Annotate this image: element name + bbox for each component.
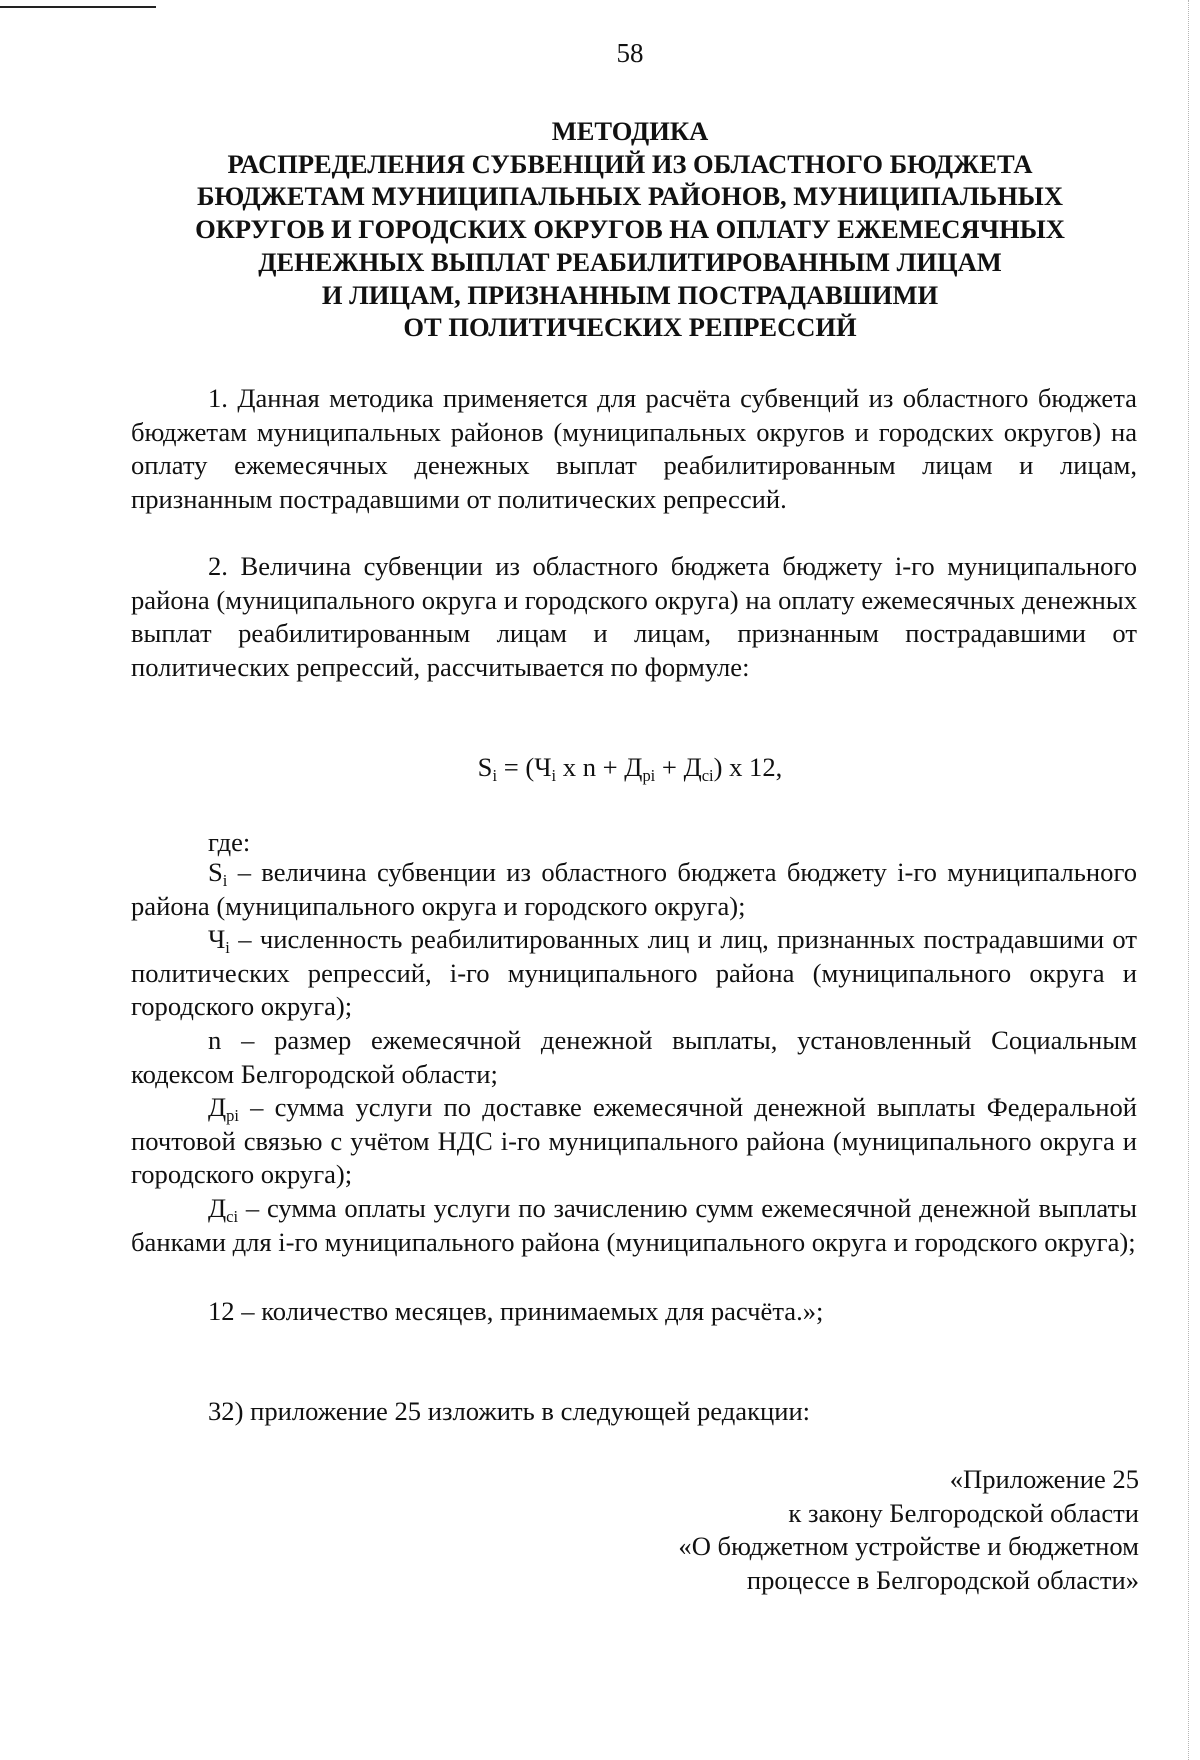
formula-sub-i: i bbox=[492, 765, 498, 785]
def-dp-symbol: Д bbox=[208, 1092, 227, 1122]
formula-s: S bbox=[477, 752, 493, 782]
def-s-text: – величина субвенции из областного бюджета бюджету i-го муниципального района (муниципального округа и городского округа); bbox=[131, 857, 1137, 921]
title-line: ОТ ПОЛИТИЧЕСКИХ РЕПРЕССИЙ bbox=[403, 312, 857, 343]
appendix-line: к закону Белгородской области bbox=[788, 1497, 1139, 1528]
title-line: РАСПРЕДЕЛЕНИЯ СУБВЕНЦИЙ ИЗ ОБЛАСТНОГО БЮДЖЕТА bbox=[227, 148, 1033, 179]
def-ch-sub: i bbox=[225, 937, 230, 957]
title-line: ДЕНЕЖНЫХ ВЫПЛАТ РЕАБИЛИТИРОВАННЫМ ЛИЦАМ bbox=[258, 246, 1002, 277]
formula-sub-pi: pi bbox=[642, 765, 656, 785]
where-label: где: bbox=[208, 827, 251, 857]
def-ch-symbol: Ч bbox=[208, 924, 226, 954]
paragraph-2: 2. Величина субвенции из областного бюджета бюджету i-го муниципального района (муниципального округа и городского округа) на оплату ежемесячных денежных выплат реабилитированным лицам и лицам, признанным пострадавшими от политических репрессий, рассчитывается по формуле: bbox=[131, 551, 1137, 683]
def-dc-sub: ci bbox=[226, 1206, 239, 1226]
def-ch-text: – численность реабилитированных лиц и лиц, признанных пострадавшими от политических репрессий, i-го муниципального района (муниципального округа и городского округа); bbox=[131, 924, 1137, 1022]
formula-dc: Д bbox=[683, 752, 702, 782]
appendix-reference bbox=[600, 1463, 1139, 1597]
def-dp-sub: pi bbox=[226, 1105, 239, 1125]
def-s-symbol: S bbox=[208, 857, 223, 887]
title-line: БЮДЖЕТАМ МУНИЦИПАЛЬНЫХ РАЙОНОВ, МУНИЦИПАЛЬНЫХ bbox=[197, 181, 1063, 212]
formula-sub-i-2: i bbox=[551, 765, 557, 785]
formula-eq-open: = ( bbox=[497, 752, 535, 782]
definition-dc bbox=[131, 1192, 1137, 1259]
amendment-item: 32) приложение 25 изложить в следующей редакции: bbox=[208, 1396, 811, 1426]
appendix-line: «Приложение 25 bbox=[949, 1464, 1139, 1494]
def-dc-text: – сумма оплаты услуги по зачислению сумм ежемесячной денежной выплаты банками для i-го муниципального района (муниципального округа и городского округа); bbox=[131, 1193, 1137, 1257]
definition-s bbox=[131, 856, 1137, 923]
definition-dp bbox=[131, 1091, 1137, 1192]
paragraph-1: 1. Данная методика применяется для расчёта субвенций из областного бюджета бюджетам муниципальных районов (муниципальных округов и городских округов) на оплату ежемесячных денежных выплат реабилитированным лицам и лицам, признанным пострадавшими от политических репрессий. bbox=[131, 383, 1137, 515]
formula-middle: x n + bbox=[556, 752, 625, 782]
def-s-sub: i bbox=[222, 870, 228, 890]
document-title bbox=[100, 115, 1160, 344]
formula bbox=[0, 752, 1200, 783]
formula-plus: + bbox=[655, 752, 684, 782]
title-line: И ЛИЦАМ, ПРИЗНАННЫМ ПОСТРАДАВШИМИ bbox=[321, 279, 939, 310]
page-right-edge bbox=[1188, 0, 1189, 1760]
title-line: ОКРУГОВ И ГОРОДСКИХ ОКРУГОВ НА ОПЛАТУ ЕЖЕМЕСЯЧНЫХ bbox=[195, 214, 1065, 245]
definition-n: n – размер ежемесячной денежной выплаты, установленный Социальным кодексом Белгородской области; bbox=[131, 1025, 1137, 1089]
definition-months: 12 – количество месяцев, принимаемых для расчёта.»; bbox=[208, 1296, 824, 1326]
page-top-rule bbox=[0, 6, 156, 8]
appendix-line: процессе в Белгородской области» bbox=[746, 1564, 1139, 1595]
formula-sub-ci: ci bbox=[701, 765, 714, 785]
formula-ch: Ч bbox=[534, 752, 552, 782]
page-number: 58 bbox=[616, 38, 644, 68]
def-dc-symbol: Д bbox=[208, 1193, 227, 1223]
formula-tail: ) x 12, bbox=[713, 752, 783, 782]
def-dp-text: – сумма услуги по доставке ежемесячной денежной выплаты Федеральной почтовой связью с учётом НДС i-го муниципального района (муниципального округа и городского округа); bbox=[131, 1092, 1137, 1190]
appendix-line: «О бюджетном устройстве и бюджетном bbox=[678, 1531, 1139, 1561]
definition-ch bbox=[131, 923, 1137, 1024]
title-line: МЕТОДИКА bbox=[551, 116, 709, 146]
formula-dp: Д bbox=[624, 752, 643, 782]
